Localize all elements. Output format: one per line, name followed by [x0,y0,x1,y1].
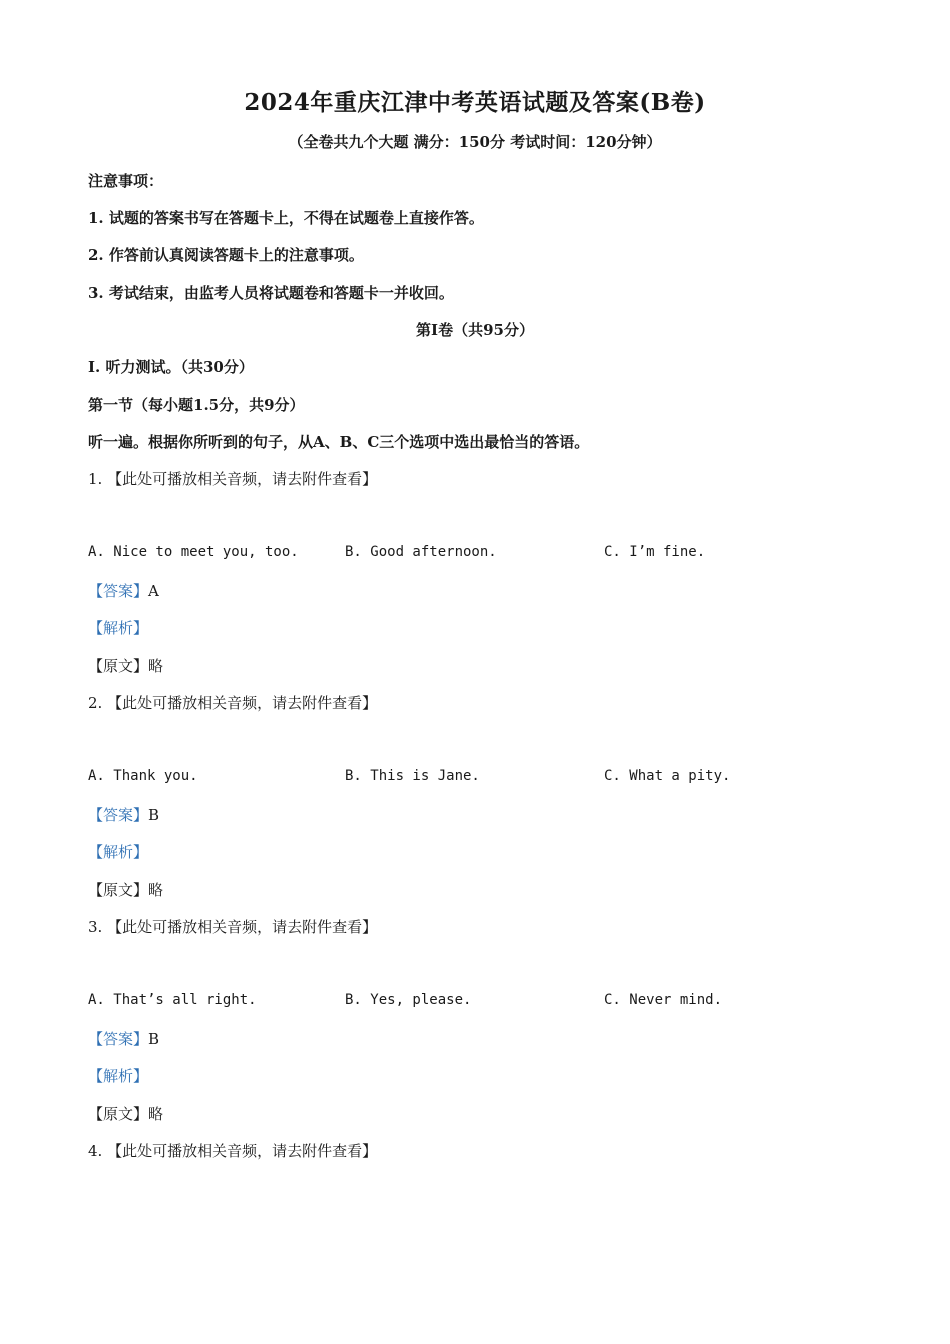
original-text: 略 [148,657,164,675]
page-title: 2024年重庆江津中考英语试题及答案(B卷) [244,89,706,116]
original-line [88,879,163,900]
question-prompt [88,692,377,713]
option-a: A. Nice to meet you, too. [88,544,299,560]
answer-line [88,1028,159,1049]
audio-placeholder[interactable]: 1. 【此处可播放相关音频，请去附件查看】 [88,470,378,488]
notice-item: 3. 考试结束，由监考人员将试题卷和答题卡一并收回。 [88,284,454,302]
audio-placeholder[interactable]: 3. 【此处可播放相关音频，请去附件查看】 [88,918,378,936]
notice-item: 2. 作答前认真阅读答题卡上的注意事项。 [88,246,364,264]
option-a: A. That’s all right. [88,992,257,1008]
option-c: C. I’m fine. [604,544,706,560]
option-c: C. What a pity. [604,768,731,784]
original-label: 【原文】 [88,657,149,675]
answer-value: B [148,1030,160,1048]
original-label: 【原文】 [88,881,149,899]
option-b: B. Good afternoon. [345,544,497,560]
option-c: C. Never mind. [604,992,723,1008]
answer-label: 【答案】 [88,582,149,600]
analysis-label: 【解析】 [88,619,149,637]
audio-placeholder[interactable]: 2. 【此处可播放相关音频，请去附件查看】 [88,694,378,712]
answer-line [88,804,159,825]
original-text: 略 [148,1105,164,1123]
analysis-label: 【解析】 [88,843,149,861]
original-line [88,1103,163,1124]
answer-label: 【答案】 [88,1030,149,1048]
notice-item: 1. 试题的答案书写在答题卡上，不得在试题卷上直接作答。 [88,209,484,227]
analysis-label: 【解析】 [88,1067,149,1085]
section-heading: Ⅰ. 听力测试。（共30分） [88,358,254,376]
notice-heading: 注意事项： [88,172,164,190]
original-label: 【原文】 [88,1105,149,1123]
option-b: B. Yes, please. [345,992,472,1008]
question-prompt [88,1140,377,1161]
answer-label: 【答案】 [88,806,149,824]
option-a: A. Thank you. [88,768,198,784]
instruction-text: 听一遍。根据你所听到的句子，从A、B、C三个选项中选出最恰当的答语。 [88,433,590,451]
question-prompt [88,468,377,489]
option-b: B. This is Jane. [345,768,480,784]
audio-placeholder[interactable]: 4. 【此处可播放相关音频，请去附件查看】 [88,1142,378,1160]
page-subtitle: （全卷共九个大题 满分：150分 考试时间：120分钟） [288,133,662,151]
answer-line [88,580,159,601]
part-title: 第Ⅰ卷（共95分） [416,321,534,339]
answer-value: A [148,582,159,600]
original-text: 略 [148,881,164,899]
question-prompt [88,916,377,937]
subsection-heading: 第一节（每小题1.5分，共9分） [88,396,305,414]
original-line [88,655,163,676]
answer-value: B [148,806,160,824]
